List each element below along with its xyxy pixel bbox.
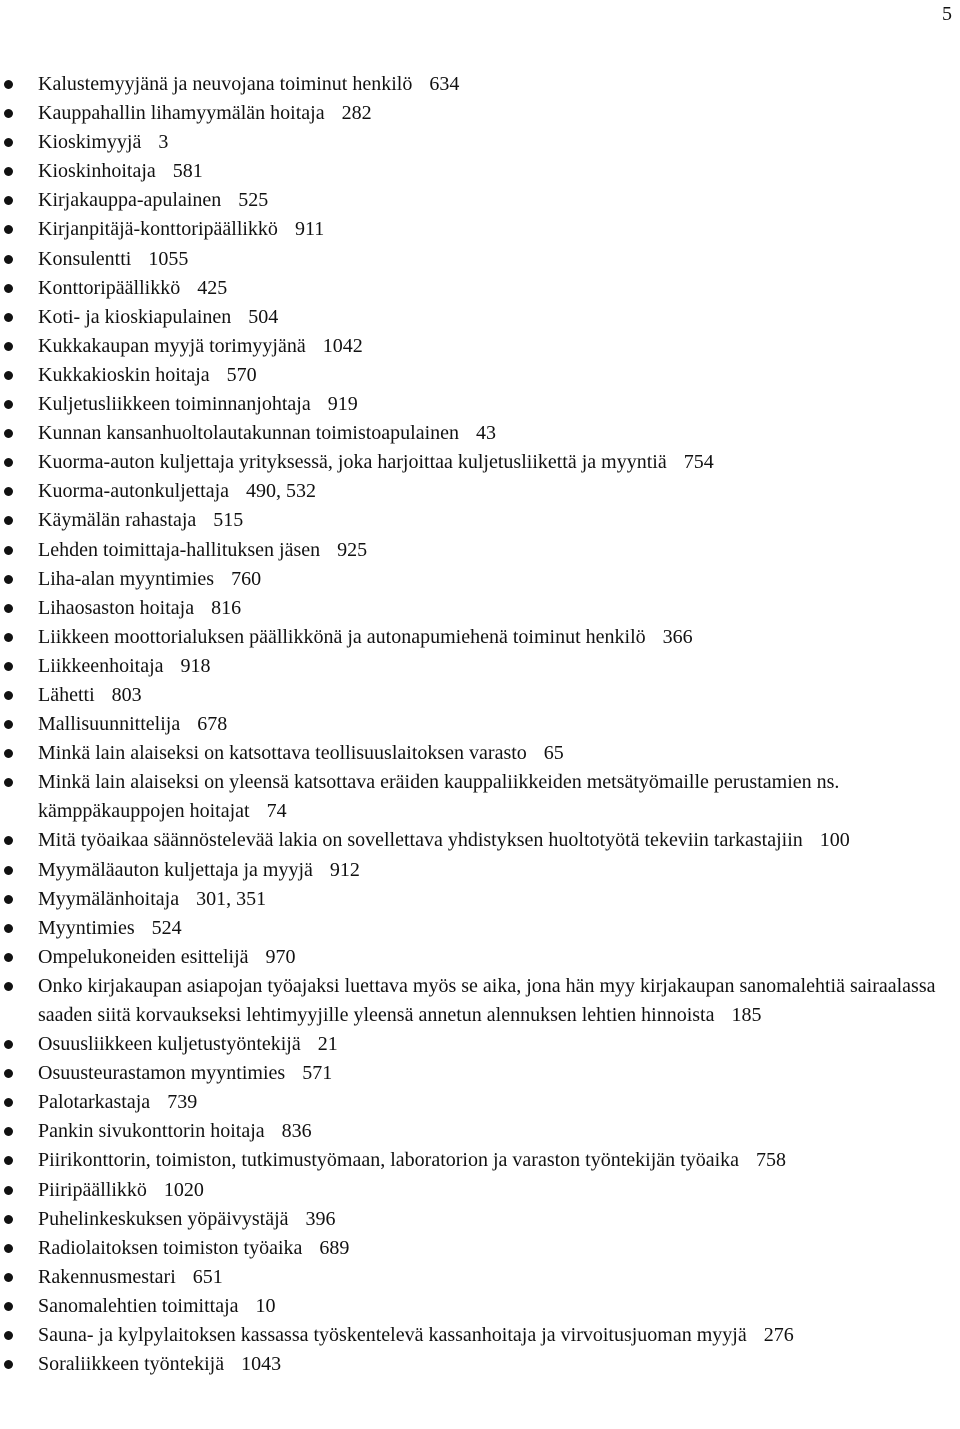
list-item xyxy=(0,128,940,157)
entry-reference: 301, 351 xyxy=(196,887,267,910)
entry-reference: 739 xyxy=(167,1091,198,1114)
entry-reference: 425 xyxy=(197,276,228,299)
bullet-icon xyxy=(4,895,13,904)
bullet-icon xyxy=(4,1040,13,1049)
list-item xyxy=(0,1263,940,1292)
entry-term: Kuorma-autonkuljettaja xyxy=(38,480,230,503)
bullet-icon xyxy=(4,255,13,264)
bullet-icon xyxy=(4,225,13,234)
entry-reference: 689 xyxy=(319,1236,350,1259)
entry-term: Kukkakaupan myyjä torimyyjänä xyxy=(38,334,306,357)
entry-reference: 570 xyxy=(226,363,257,386)
bullet-icon xyxy=(4,167,13,176)
entry-reference: 524 xyxy=(151,916,182,939)
list-item xyxy=(0,1321,940,1350)
bullet-icon xyxy=(4,284,13,293)
entry-reference: 504 xyxy=(248,305,279,328)
list-item xyxy=(0,448,940,477)
entry-reference: 282 xyxy=(341,102,372,125)
entry-term: Minkä lain alaiseksi on katsottava teollisuuslaitoksen varasto xyxy=(38,742,527,765)
entry-term: Lehden toimittaja-hallituksen jäsen xyxy=(38,538,321,561)
entry-term: Kirjanpitäjä-konttoripäällikkö xyxy=(38,218,278,241)
entry-term: Käymälän rahastaja xyxy=(38,509,197,532)
bullet-icon xyxy=(4,196,13,205)
entry-reference: 366 xyxy=(662,625,693,648)
bullet-icon xyxy=(4,1302,13,1311)
entry-term: Rakennusmestari xyxy=(38,1265,176,1288)
bullet-icon xyxy=(4,487,13,496)
list-item xyxy=(0,1146,940,1175)
entry-reference: 925 xyxy=(337,538,368,561)
entry-reference: 525 xyxy=(238,189,269,212)
bullet-icon xyxy=(4,1156,13,1165)
entry-term: Myymälänhoitaja xyxy=(38,887,180,910)
entry-term: Lähetti xyxy=(38,683,95,706)
list-item xyxy=(0,186,940,215)
entry-reference: 571 xyxy=(302,1062,333,1085)
entry-term: Minkä lain alaiseksi on yleensä katsottava eräiden kauppaliikkeiden metsätyömaille perustamien ns. kämppäkauppojen hoitajat xyxy=(38,771,840,823)
entry-term: Puhelinkeskuksen yöpäivystäjä xyxy=(38,1207,289,1230)
list-item xyxy=(0,856,940,885)
bullet-icon xyxy=(4,400,13,409)
entry-term: Kuljetusliikkeen toiminnanjohtaja xyxy=(38,393,311,416)
list-item xyxy=(0,710,940,739)
list-item xyxy=(0,1205,940,1234)
entry-reference: 490, 532 xyxy=(246,480,317,503)
entry-term: Liikkeen moottorialuksen päällikkönä ja autonapumiehenä toiminut henkilö xyxy=(38,625,646,648)
bullet-icon xyxy=(4,604,13,613)
entry-term: Kukkakioskin hoitaja xyxy=(38,363,210,386)
entry-term: Lihaosaston hoitaja xyxy=(38,596,195,619)
entry-term: Palotarkastaja xyxy=(38,1091,151,1114)
entry-term: Liha-alan myyntimies xyxy=(38,567,215,590)
entry-term: Piiripäällikkö xyxy=(38,1178,147,1201)
bullet-icon xyxy=(4,1331,13,1340)
entry-reference: 1020 xyxy=(163,1178,204,1201)
bullet-icon xyxy=(4,1127,13,1136)
entry-term: Kuorma-auton kuljettaja yrityksessä, joka harjoittaa kuljetusliikettä ja myyntiä xyxy=(38,451,667,474)
entry-term: Kunnan kansanhuoltolautakunnan toimistoapulainen xyxy=(38,422,460,445)
list-item xyxy=(0,1234,940,1263)
entry-reference: 919 xyxy=(327,393,358,416)
list-item xyxy=(0,1350,940,1379)
list-item xyxy=(0,681,940,710)
entry-reference: 21 xyxy=(317,1033,338,1056)
bullet-icon xyxy=(4,953,13,962)
entry-reference: 970 xyxy=(265,945,296,968)
entry-term: Pankin sivukonttorin hoitaja xyxy=(38,1120,265,1143)
list-item xyxy=(0,1088,940,1117)
entry-term: Soraliikkeen työntekijä xyxy=(38,1353,225,1376)
entry-reference: 396 xyxy=(305,1207,336,1230)
entry-term: Kioskimyyjä xyxy=(38,131,142,154)
list-item xyxy=(0,157,940,186)
bullet-icon xyxy=(4,1069,13,1078)
bullet-icon xyxy=(4,778,13,787)
list-item xyxy=(0,361,940,390)
bullet-icon xyxy=(4,1360,13,1369)
list-item xyxy=(0,390,940,419)
entry-term: Myyntimies xyxy=(38,916,135,939)
entry-term: Mallisuunnittelija xyxy=(38,713,181,736)
bullet-icon xyxy=(4,80,13,89)
entry-term: Konsulentti xyxy=(38,247,132,270)
list-item xyxy=(0,1030,940,1059)
entry-term: Radiolaitoksen toimiston työaika xyxy=(38,1236,303,1259)
entry-term: Piirikonttorin, toimiston, tutkimustyömaan, laboratorion ja varaston työntekijän työaika xyxy=(38,1149,740,1172)
list-item xyxy=(0,885,940,914)
bullet-icon xyxy=(4,924,13,933)
entry-reference: 74 xyxy=(266,800,287,823)
list-item xyxy=(0,914,940,943)
entry-reference: 803 xyxy=(111,683,142,706)
bullet-icon xyxy=(4,516,13,525)
bullet-icon xyxy=(4,429,13,438)
list-item xyxy=(0,215,940,244)
entry-reference: 43 xyxy=(476,422,497,445)
bullet-icon xyxy=(4,1098,13,1107)
entry-reference: 912 xyxy=(329,858,360,881)
entry-term: Sauna- ja kylpylaitoksen kassassa työskentelevä kassanhoitaja ja virvoitusjuoman myyjä xyxy=(38,1324,747,1347)
list-item xyxy=(0,332,940,361)
entry-reference: 581 xyxy=(172,160,203,183)
entry-reference: 634 xyxy=(429,73,460,95)
list-item xyxy=(0,1176,940,1205)
bullet-icon xyxy=(4,371,13,380)
bullet-icon xyxy=(4,1244,13,1253)
entry-reference: 1042 xyxy=(322,334,363,357)
bullet-icon xyxy=(4,1186,13,1195)
list-item xyxy=(0,972,940,1030)
list-item xyxy=(0,1117,940,1146)
bullet-icon xyxy=(4,313,13,322)
entry-term: Kauppahallin lihamyymälän hoitaja xyxy=(38,102,325,125)
entry-reference: 185 xyxy=(731,1004,762,1026)
bullet-icon xyxy=(4,866,13,875)
bullet-icon xyxy=(4,720,13,729)
bullet-icon xyxy=(4,633,13,642)
entry-reference: 911 xyxy=(294,218,325,241)
entry-reference: 10 xyxy=(255,1294,276,1317)
list-item xyxy=(0,943,940,972)
list-item xyxy=(0,274,940,303)
bullet-icon xyxy=(4,546,13,555)
list-item xyxy=(0,623,940,652)
entry-term: Kirjakauppa-apulainen xyxy=(38,189,222,212)
list-item xyxy=(0,506,940,535)
list-item xyxy=(0,826,940,855)
list-item xyxy=(0,245,940,274)
entry-reference: 65 xyxy=(543,742,564,765)
bullet-icon xyxy=(4,691,13,700)
entry-reference: 3 xyxy=(158,131,169,154)
entry-reference: 836 xyxy=(281,1120,312,1143)
list-item xyxy=(0,1059,940,1088)
entry-term: Osuusliikkeen kuljetustyöntekijä xyxy=(38,1033,301,1056)
list-item xyxy=(0,1292,940,1321)
list-item xyxy=(0,594,940,623)
bullet-icon xyxy=(4,109,13,118)
bullet-icon xyxy=(4,662,13,671)
list-item xyxy=(0,739,940,768)
entry-term: Koti- ja kioskiapulainen xyxy=(38,305,232,328)
entry-reference: 276 xyxy=(763,1324,794,1347)
bullet-icon xyxy=(4,1273,13,1282)
page-number: 5 xyxy=(942,3,952,25)
list-item xyxy=(0,565,940,594)
entry-term: Sanomalehtien toimittaja xyxy=(38,1294,239,1317)
list-item xyxy=(0,768,940,826)
list-item xyxy=(0,536,940,565)
bullet-icon xyxy=(4,458,13,467)
list-item xyxy=(0,477,940,506)
entry-term: Mitä työaikaa säännöstelevää lakia on sovellettava yhdistyksen huoltotyötä tekeviin tarkastajiin xyxy=(38,829,803,852)
entry-term: Konttoripäällikkö xyxy=(38,276,181,299)
entry-reference: 758 xyxy=(756,1149,787,1172)
entry-term: Kioskinhoitaja xyxy=(38,160,156,183)
bullet-icon xyxy=(4,1215,13,1224)
entry-reference: 515 xyxy=(213,509,244,532)
entry-reference: 816 xyxy=(211,596,242,619)
entry-reference: 760 xyxy=(231,567,262,590)
list-item xyxy=(0,419,940,448)
entry-reference: 754 xyxy=(683,451,714,474)
entry-term: Onko kirjakaupan asiapojan työajaksi luettava myös se aika, jona hän myy kirjakaupan sanomalehtiä sairaalassa saaden siitä korvaukseksi lehtimyyjille yleensä annetun alennuksen lehtien hinnoista xyxy=(38,974,936,1026)
bullet-icon xyxy=(4,342,13,351)
list-item xyxy=(0,70,940,99)
index-list xyxy=(0,70,940,1379)
bullet-icon xyxy=(4,749,13,758)
entry-term: Osuusteurastamon myyntimies xyxy=(38,1062,286,1085)
bullet-icon xyxy=(4,836,13,845)
entry-reference: 678 xyxy=(197,713,228,736)
bullet-icon xyxy=(4,138,13,147)
list-item xyxy=(0,652,940,681)
entry-term: Ompelukoneiden esittelijä xyxy=(38,945,249,968)
entry-reference: 918 xyxy=(180,654,211,677)
entry-reference: 1043 xyxy=(241,1353,282,1376)
entry-term: Myymäläauton kuljettaja ja myyjä xyxy=(38,858,313,881)
entry-reference: 651 xyxy=(192,1265,223,1288)
bullet-icon xyxy=(4,982,13,991)
entry-reference: 1055 xyxy=(148,247,189,270)
entry-term: Kalustemyyjänä ja neuvojana toiminut henkilö xyxy=(38,73,413,95)
list-item xyxy=(0,303,940,332)
entry-reference: 100 xyxy=(819,829,850,852)
entry-term: Liikkeenhoitaja xyxy=(38,654,164,677)
list-item xyxy=(0,99,940,128)
bullet-icon xyxy=(4,575,13,584)
